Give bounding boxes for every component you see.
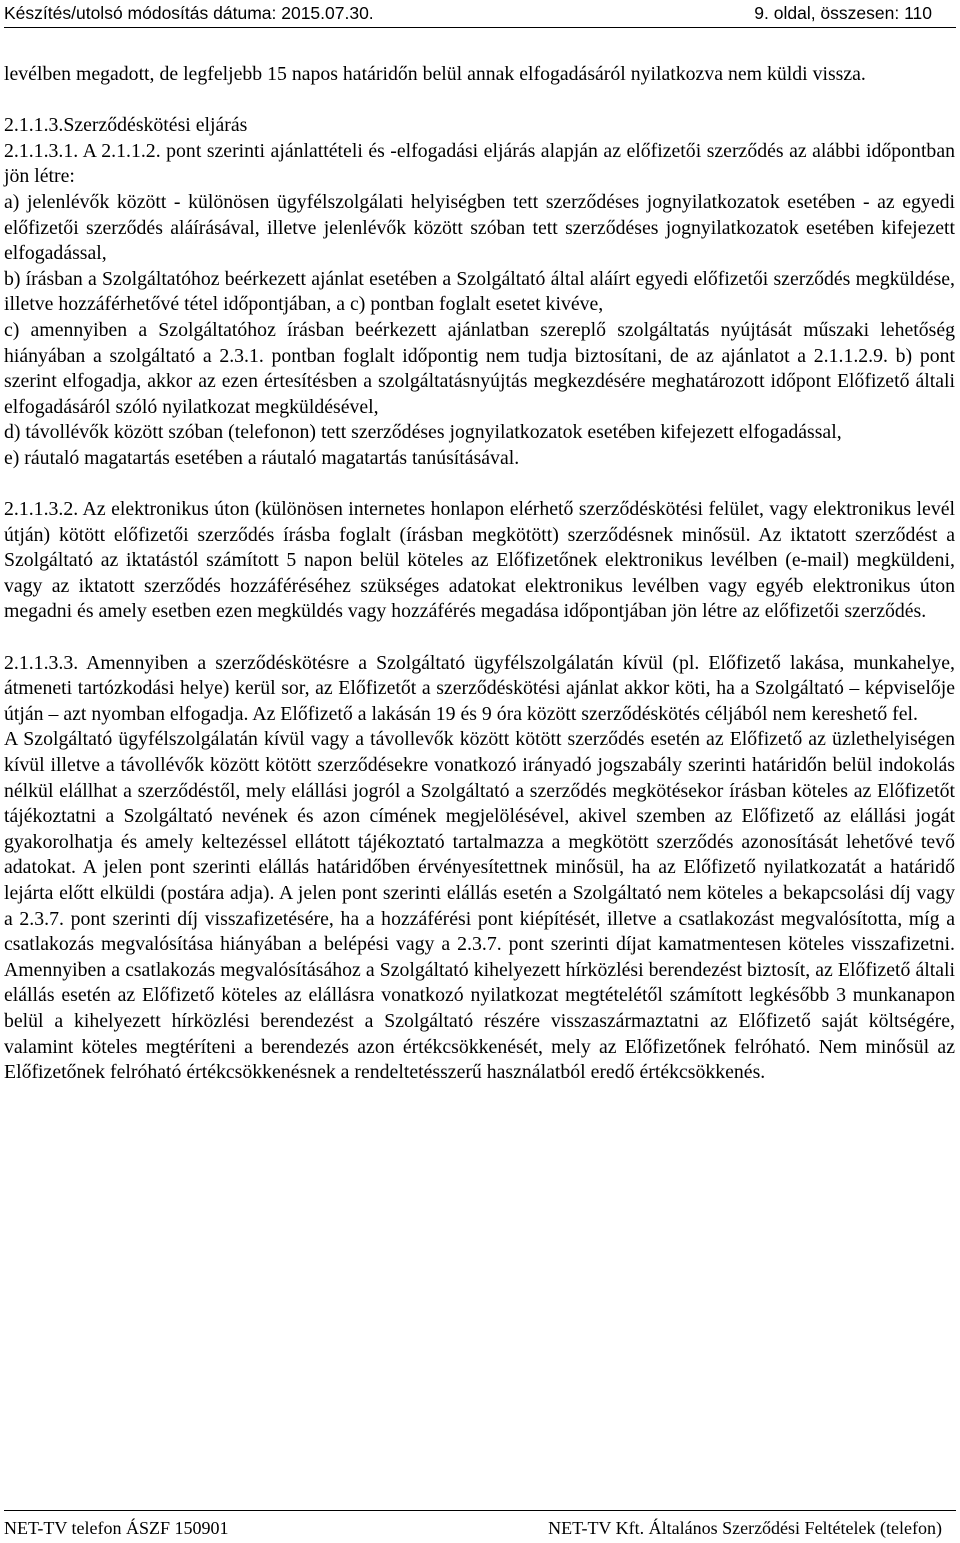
spacer [4,472,955,498]
paragraph-continuation: levélben megadott, de legfeljebb 15 napos határidőn belül annak elfogadásáról nyilatkozva nem küldi vissza. [4,63,866,85]
spacer [4,625,955,651]
footer-document-id: NET-TV telefon ÁSZF 150901 [4,1518,229,1538]
paragraph-withdrawal-rights: A Szolgáltató ügyfélszolgálatán kívül vagy a távollevők között kötött szerződés esetén az Előfizető az üzlethelyiségen kívül illetve a távollévők között kötött szerződésekre vonatkozó irányadó jogszabály szerinti határidőn belül indokolás nélkül elállhat a szerződéstől, mely elállási jogról a Szolgáltató a szerződés megkötésekor írásban köteles az Előfizetőt tájékoztatni a Szolgáltató nevének és azon címének megjelölésével, akivel szemben az Előfizető az elállási jogát gyakorolhatja és amely keltezéssel ellátott tájékoztató tartalmazza a megkötött szerződés azonosítását lehetővé tevő adatokat. A jelen pont szerinti elállás határidőben érvényesítettnek minősül, ha az Előfizető nyilatkozatát a határidő lejárta előtt elküldi (postára adja). A jelen pont szerinti elállás esetén a Szolgáltató nem köteles a bekapcsolási díj vagy a 2.3.7. pont szerinti díj visszafizetésére, ha a hozzáférési pont kiépítését, illetve a csatlakozást megvalósította, míg a csatlakozás megvalósítása hiányában a belépési vagy a 2.3.7. pont szerinti díjat kamatmentesen köteles visszafizetni. Amennyiben a csatlakozás megvalósításához a Szolgáltató kihelyezett hírközlési berendezést biztosít, az Előfizető általi elállás esetén az Előfizető köteles az elállásra vonatkozó nyilatkozat megtételétől számított legkésőbb 3 munkanapon belül a kihelyezett hírközlési berendezést a Szolgáltató részére visszaszármaztatni az Előfizető saját költségére, valamint köteles megtéríteni a berendezés azon értékcsökkenését, mely az Előfizetőnek felróható. Nem minősül az Előfizetőnek felróható értékcsökkenésnek a rendeltetésszerű használatból eredő értékcsökkenés. [4,728,955,1084]
paragraph-2-1-1-3-2: 2.1.1.3.2. Az elektronikus úton (különösen internetes honlapon elérhető szerződéskötési felület, vagy elektronikus levél útján) kötött előfizetői szerződés írásba foglalt (írásban megkötött) szerződésnek minősül. Az iktatott szerződést a Szolgáltató az iktatástól számított 5 napon belül köteles az Előfizetőnek elektronikus levélben (e-mail) megküldeni, vagy az iktatott szerződés hozzáféréséhez szükséges adatokat elektronikus levélben vagy egyéb elektronikus úton megadni és amely esetben ezen megküldés vagy hozzáférés megadása időpontjában jön létre az előfizetői szerződés. [4,498,955,623]
document-body [4,62,955,1086]
spacer [4,88,955,114]
list-item-e: e) ráutaló magatartás esetében a ráutaló magatartás tanúsításával. [4,446,520,469]
footer-document-title: NET-TV Kft. Általános Szerződési Feltételek (telefon) [548,1518,942,1538]
page-footer [4,1517,942,1539]
list-item-b: b) írásban a Szolgáltatóhoz beérkezett ajánlat esetében a Szolgáltató által aláírt egyedi előfizetői szerződés megküldése, illetve hozzáférhetővé tétel időpontjában, a c) pontban foglalt esetet kivéve, [4,267,955,316]
list-item-a: a) jelenlévők között - különösen ügyfélszolgálati helyiségben tett szerződéses jognyilatkozatok esetében - az egyedi előfizetői szerződés aláírásával, illetve jelenlévők között szóban tett szerződéses jognyilatkozatok esetében kifejezett elfogadással, [4,190,955,265]
header-divider [4,27,956,28]
section-heading: 2.1.1.3.Szerződéskötési eljárás [4,114,248,137]
paragraph-2-1-1-3-3: 2.1.1.3.3. Amennyiben a szerződéskötésre a Szolgáltató ügyfélszolgálatán kívül (pl. Előfizető lakása, munkahelye, átmeneti tartózkodási helye) kerül sor, az Előfizetőt a szerződéskötési ajánlat akkor köti, ha a Szolgáltató – képviselője útján – azt nyomban elfogadja. Az Előfizető a lakásán 19 és 9 óra között szerződéskötés céljából nem kereshető fel. [4,651,955,725]
list-item-c: c) amennyiben a Szolgáltatóhoz írásban beérkezett ajánlatban szereplő szolgáltatás nyújtását műszaki lehetőség hiányában a szolgáltató a 2.3.1. pontban foglalt időpontig nem tudja biztosítani, de az ajánlatot a 2.1.1.2.9. b) pont szerint elfogadja, akkor az ezen értesítésben a szolgáltatásnyújtás megkezdésére meghatározott időpont Előfizető általi elfogadásáról szóló nyilatkozat megküldésével, [4,318,955,418]
footer-divider [4,1510,956,1511]
header-date: Készítés/utolsó módosítás dátuma: 2015.07.30. [4,3,374,23]
list-item-d: d) távollévők között szóban (telefonon) tett szerződéses jognyilatkozatok esetében kifejezett elfogadással, [4,421,842,444]
page-header [4,2,932,24]
paragraph-2-1-1-3-1: 2.1.1.3.1. A 2.1.1.2. pont szerinti ajánlattételi és -elfogadási eljárás alapján az előfizetői szerződés az alábbi időpontban jön létre: [4,139,955,188]
header-page-number: 9. oldal, összesen: 110 [754,3,932,23]
